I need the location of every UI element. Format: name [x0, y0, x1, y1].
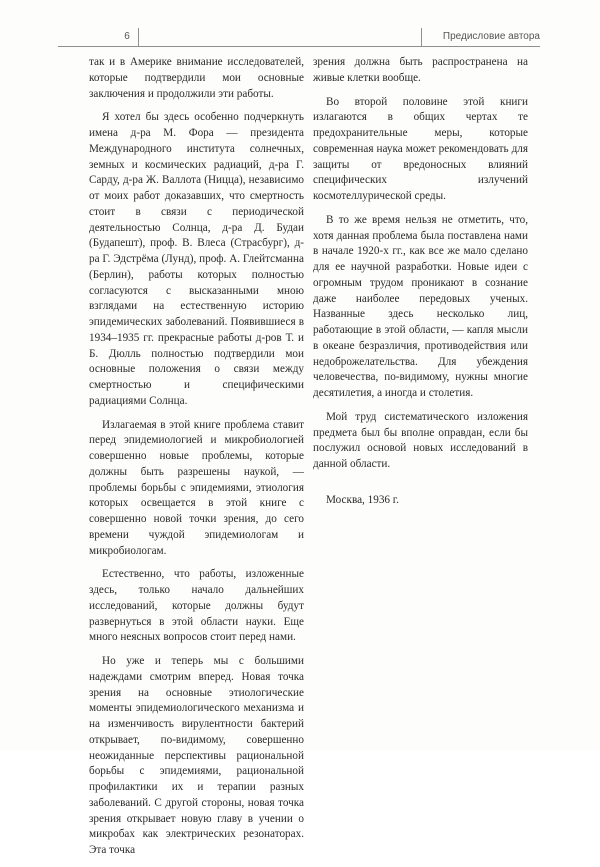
- paragraph: Я хотел бы здесь особенно подчеркнуть имена д-ра М. Фора — президента Международного института солнечных, земных и космических радиаций, д-ра Г. Сарду, д-ра Ж. Валлота (Ницца), независимо от моих работ доказавших, что смертность стоит в связи с периодической деятельностью Солнца, д-ра Д. Будаи (Будапешт), проф. В. Влеса (Страсбург), д-ра Г. Эдстрёма (Лунд), проф. А. Глейтсманна (Берлин), работы которых полностью согласуются с высказанными мною взглядами на естественную историю эпидемических заболеваний. Появившиеся в 1934–1935 гг. прекрасные работы д-ров Т. и Б. Дюлль полностью подтвердили мои основные положения о связи между смертностью и специфическими радиациями Солнца.: [89, 111, 304, 407]
- right-column: [313, 55, 528, 517]
- paragraph: зрения должна быть распространена на живые клетки вообще.: [313, 56, 528, 84]
- paragraph: Но уже и теперь мы с большими надеждами смотрим вперед. Новая точка зрения на основные этиологические моменты эпидемиологического механизма и на изменчивость вирулентности бактерий открывает, по-видимому, совершенно неожиданные перспективы рациональной борьбы с эпидемиями, рациональной профилактики их и терапии разных заболеваний. С другой стороны, новая точка зрения открывает новую главу в учении о микробах как электрических резонаторах. Эта точка: [89, 655, 304, 856]
- page-number: 6: [116, 28, 139, 46]
- paragraph: так и в Америке внимание исследователей, которые подтвердили мои основные заключения и продолжили эти работы.: [89, 56, 304, 100]
- running-head: Предисловие автора: [421, 28, 540, 46]
- paragraph: Во второй половине этой книги излагаются в общих чертах те предохранительные меры, которые современная наука может рекомендовать для защиты от вредоносных влияний специфических излучений космотеллурической среды.: [313, 95, 528, 202]
- paragraph: Излагаемая в этой книге проблема ставит перед эпидемиологией и микробиологией совершенно новые проблемы, которые должны быть разрешены наукой, — проблемы борьбы с эпидемиями, этиология которых освещается в этой книге с совершенно новой точки зрения, до сего времени чуждой эпидемиологам и микробиологам.: [89, 418, 304, 557]
- paragraph: Мой труд систематического изложения предмета был бы вполне оправдан, если бы послужил основой новых исследований в данной области.: [313, 410, 528, 470]
- paragraph: В то же время нельзя не отметить, что, хотя данная проблема была поставлена нами в начале 1920-х гг., как все же мало сделано для ее научной разработки. Новые идеи с огромным трудом проникают в сознание даже наиболее передовых ученых. Названные здесь несколько лиц, работающие в этой области, — капля мысли в океане безразличия, противодействия или недоброжелательства. Для убеждения человечества, по-видимому, нужны многие десятилетия, а иногда и столетия.: [313, 213, 528, 399]
- place-date-signature: Москва, 1936 г.: [326, 493, 399, 506]
- left-column: [89, 55, 304, 867]
- paragraph: Естественно, что работы, изложенные здесь, только начало дальнейших исследований, которые должны будут развернуться в этой области науки. Еще много неясных вопросов стоит перед нами.: [89, 568, 304, 644]
- page-header: [58, 28, 540, 47]
